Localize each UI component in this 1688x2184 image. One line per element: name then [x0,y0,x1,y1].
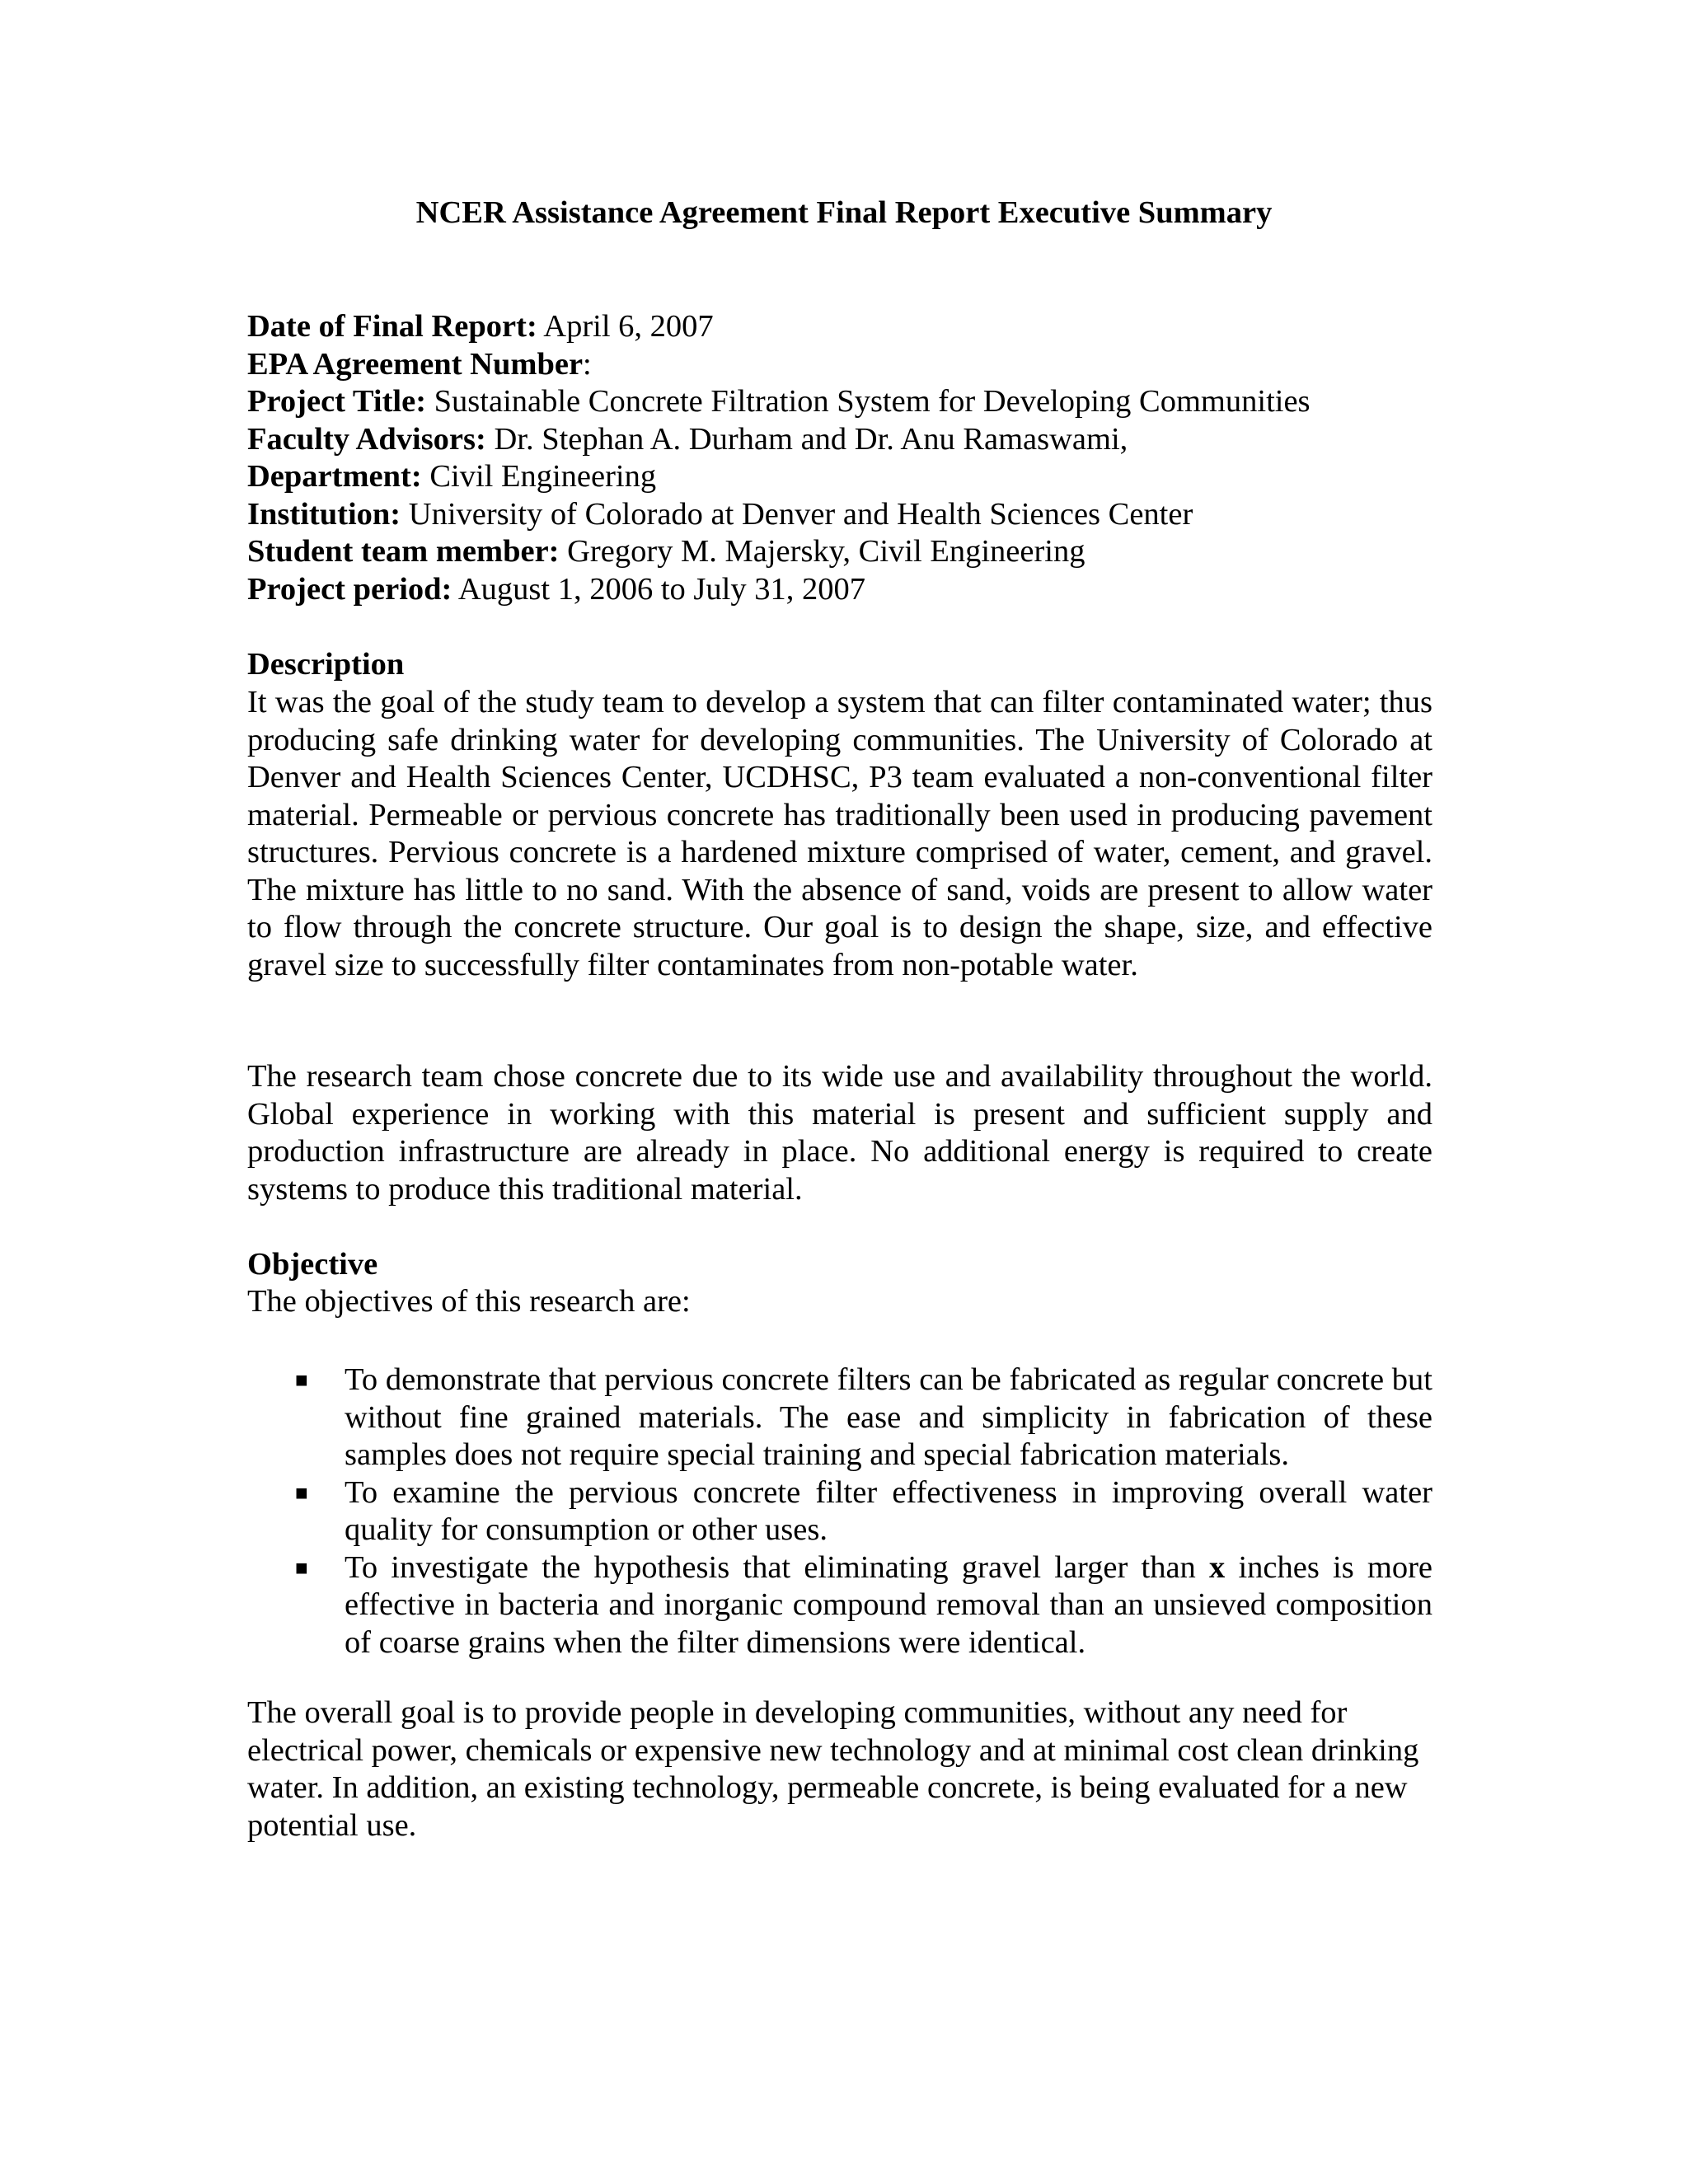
objective-bullet-list [247,1361,1432,1661]
bullet-text-start: To investigate the hypothesis that eliminating gravel larger than [345,1549,1210,1585]
institution-label: Institution: [247,496,401,532]
project-title-label: Project Title: [247,384,427,419]
project-title-value: Sustainable Concrete Filtration System for Developing Communities [426,384,1311,419]
date-of-final-report-line [247,308,1434,346]
list-item [247,1549,1432,1662]
bullet-text-end: inches is more effective in bacteria and inorganic compound removal than an unsieved composition of coarse grains when the filter dimensions were identical. [345,1549,1432,1660]
department-line [247,458,1434,496]
date-value: April 6, 2007 [537,309,714,344]
project-title-line [247,383,1434,421]
project-period-value: August 1, 2006 to July 31, 2007 [452,571,865,607]
bullet-icon: ■ [295,1368,308,1392]
department-label: Department: [247,459,422,494]
department-value: Civil Engineering [421,459,657,494]
description-paragraph: It was the goal of the study team to develop a system that can filter contaminated water; thus producing safe drinking water for developing communities. The University of Colorado at Denver and Health Sciences Center, UCDHSC, P3 team evaluated a non-conventional filter material. Permeable or pervious concrete has traditionally been used in producing pavement structures. Pervious concrete is a hardened mixture comprised of water, cement, and gravel. The mixture has little to no sand. With the absence of sand, voids are present to allow water to flow through the concrete structure. Our goal is to design the shape, size, and effective gravel size to successfully filter contaminates from non-potable water. [247,685,1432,982]
date-label: Date of Final Report: [247,309,537,344]
faculty-advisors-value: Dr. Stephan A. Durham and Dr. Anu Ramaswami, [485,421,1128,457]
project-period-label: Project period: [247,571,452,607]
closing-paragraph: The overall goal is to provide people in developing communities, without any need for electrical power, chemicals or expensive new technology and at minimal cost clean drinking water. In addition, an existing technology, permeable concrete, is being evaluated for a new potential use. [247,1695,1419,1843]
bullet-text [345,1550,1432,1660]
faculty-advisors-line [247,421,1434,459]
objective-heading: Objective [247,1247,378,1282]
student-team-member-value: Gregory M. Majersky, Civil Engineering [559,534,1085,569]
project-period-line [247,571,1434,609]
list-item [247,1474,1432,1549]
institution-line [247,496,1434,534]
epa-agreement-colon: : [583,346,592,382]
institution-value: University of Colorado at Denver and Health Sciences Center [401,496,1193,532]
epa-agreement-number-line [247,346,1434,384]
bullet-text-bold-variable: x [1209,1549,1226,1585]
report-metadata [247,308,1434,608]
student-team-member-label: Student team member: [247,534,560,569]
student-team-member-line [247,533,1434,571]
list-item [247,1361,1432,1474]
bullet-text: To examine the pervious concrete filter effectiveness in improving overall water quality for consumption or other uses. [345,1474,1432,1547]
faculty-advisors-label: Faculty Advisors: [247,421,486,457]
bullet-text: To demonstrate that pervious concrete filters can be fabricated as regular concrete but without fine grained materials. The ease and simplicity in fabrication of these samples does not require special training and special fabrication materials. [345,1362,1432,1472]
description-heading: Description [247,647,405,682]
objective-intro: The objectives of this research are: [247,1284,691,1319]
bullet-icon: ■ [295,1480,308,1505]
bullet-icon: ■ [295,1555,308,1580]
page-title: NCER Assistance Agreement Final Report Executive Summary [415,195,1273,230]
description-paragraph-2: The research team chose concrete due to its wide use and availability throughout the world. Global experience in working with this material is present and sufficient supply and production infrastructure are already in place. No additional energy is required to create systems to produce this traditional material. [247,1059,1432,1207]
epa-agreement-label: EPA Agreement Number [247,346,584,382]
